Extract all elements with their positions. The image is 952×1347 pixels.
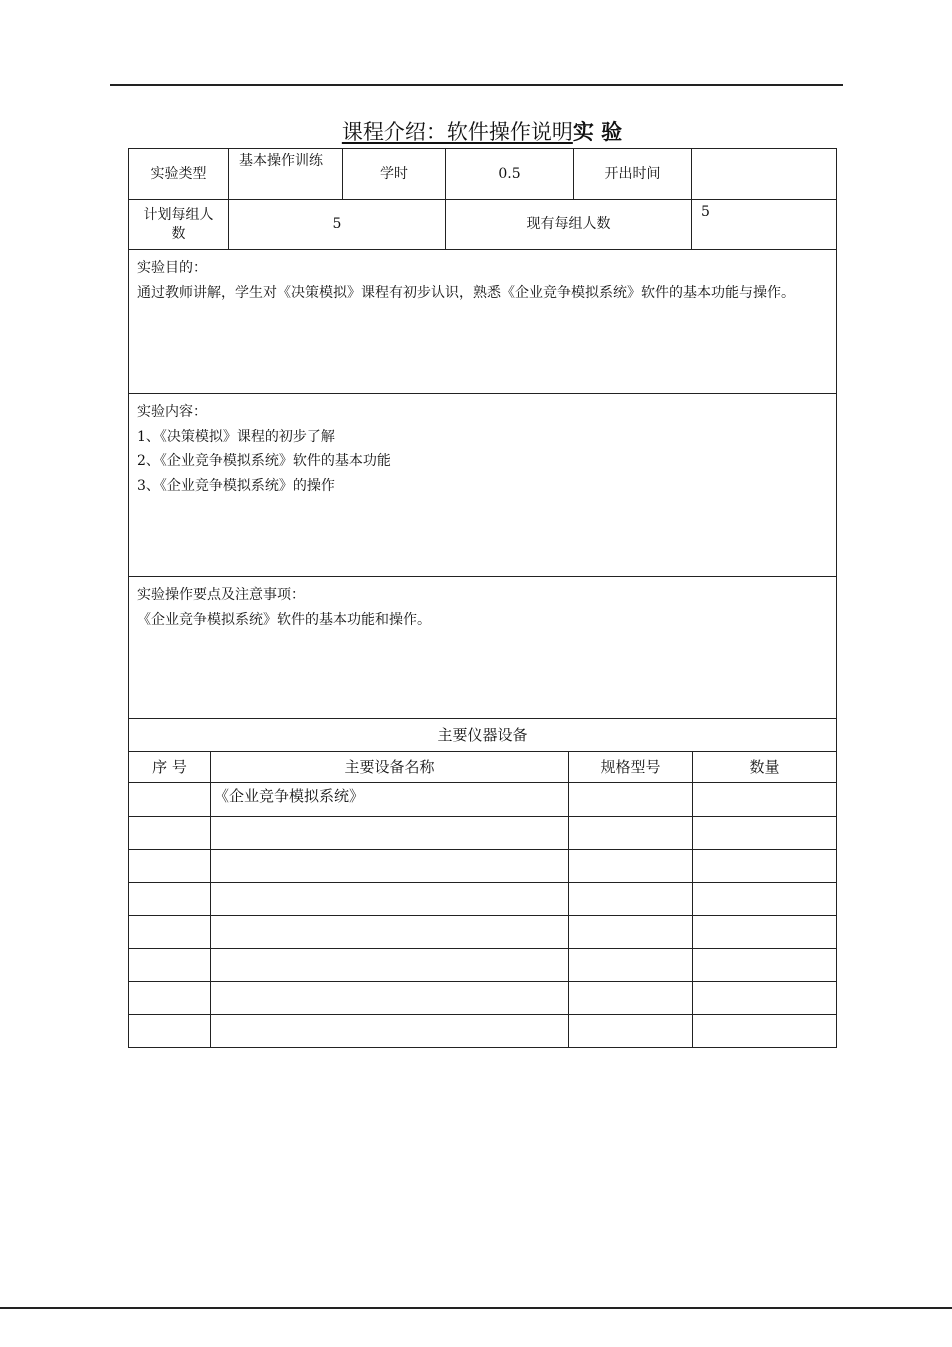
row-index [129,783,211,817]
content-item: 1、《决策模拟》课程的初步了解 [137,428,335,445]
table-row [129,949,837,982]
title-suffix: 实 验 [572,119,623,144]
current-label: 现有每组人数 [446,200,692,250]
content-heading: 实验内容： [137,404,207,420]
row-quantity [693,883,837,916]
row-index [129,883,211,916]
title-main: 课程介绍：软件操作说明 [341,120,573,144]
purpose-text: 通过教师讲解，学生对《决策模拟》课程有初步认识，熟悉《企业竞争模拟系统》软件的基本功能与操作。 [137,284,795,301]
row-quantity [693,916,837,949]
row-index [129,817,211,850]
row-index [129,949,211,982]
table-row [129,817,837,850]
row-quantity [693,982,837,1015]
notes-section [129,577,837,719]
notes-heading: 实验操作要点及注意事项： [137,587,305,603]
row-name [211,850,569,883]
table-row [129,850,837,883]
row-model [569,783,693,817]
row-model [569,1015,693,1048]
equipment-heading: 主要仪器设备 [129,719,837,752]
row-model [569,817,693,850]
col-header-quantity: 数量 [693,752,837,783]
row-name [211,817,569,850]
experiment-info-table [128,148,837,719]
page-title [128,118,836,146]
row-model [569,850,693,883]
row-name [211,883,569,916]
row-name [211,949,569,982]
table-row [129,982,837,1015]
row-name [211,916,569,949]
equipment-table [128,718,837,1048]
open-time-label: 开出时间 [574,149,692,200]
table-row [129,916,837,949]
hours-value: 0.5 [446,149,574,200]
table-row [129,783,837,817]
row-quantity [693,949,837,982]
notes-text: 《企业竞争模拟系统》软件的基本功能和操作。 [137,611,431,628]
row-quantity [693,783,837,817]
row-name: 《企业竞争模拟系统》 [211,783,569,817]
table-row [129,1015,837,1048]
open-time-value [692,149,837,200]
row-index [129,850,211,883]
row-quantity [693,817,837,850]
row-index [129,916,211,949]
row-quantity [693,1015,837,1048]
header-rule [110,84,843,86]
row-model [569,883,693,916]
row-name [211,1015,569,1048]
content-item: 3、《企业竞争模拟系统》的操作 [137,477,335,494]
content-section [129,394,837,577]
row-index [129,1015,211,1048]
footer-rule [0,1307,952,1309]
plan-label: 计划每组人数 [129,200,229,250]
content-item: 2、《企业竞争模拟系统》软件的基本功能 [137,453,391,469]
table-row [129,883,837,916]
row-model [569,916,693,949]
row-model [569,949,693,982]
col-header-name: 主要设备名称 [211,752,569,783]
type-label: 实验类型 [129,149,229,200]
hours-label: 学时 [343,149,446,200]
row-name [211,982,569,1015]
row-model [569,982,693,1015]
col-header-model: 规格型号 [569,752,693,783]
purpose-section [129,250,837,394]
row-index [129,982,211,1015]
purpose-heading: 实验目的： [137,260,207,276]
col-header-index: 序 号 [129,752,211,783]
type-value: 基本操作训练 [229,149,343,200]
row-quantity [693,850,837,883]
plan-value: 5 [229,200,446,250]
current-value: 5 [692,200,837,250]
